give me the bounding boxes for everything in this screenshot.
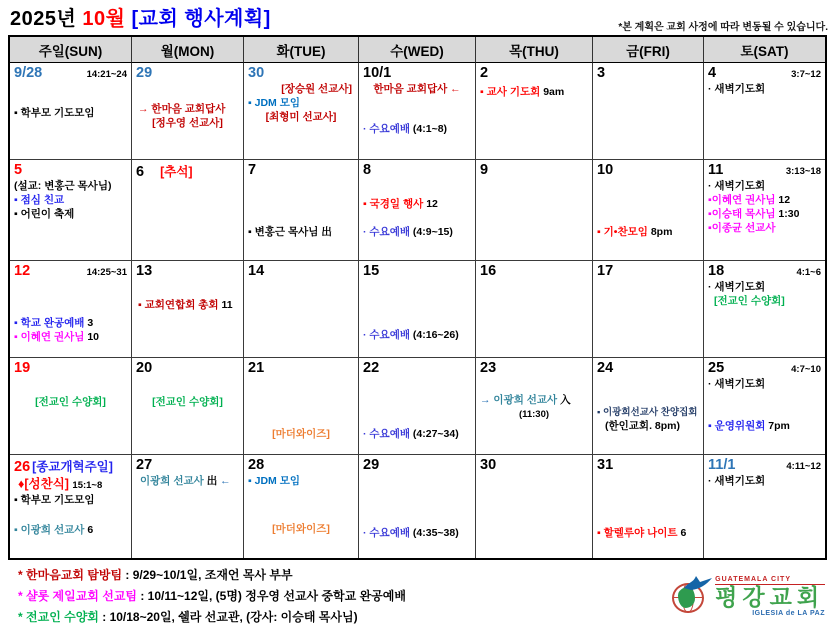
day-number: 21: [248, 360, 265, 376]
event-line: ▪ 국경일 행사 12: [363, 197, 438, 210]
day-number: 17: [597, 263, 614, 279]
event-line: 한마음 교회답사 ←: [373, 82, 461, 95]
calendar-cell: [593, 261, 704, 358]
church-logo: [670, 576, 825, 617]
page-title: [10, 2, 271, 31]
event-line: · 새벽기도회: [708, 82, 766, 95]
event-line: · 새벽기도회: [708, 377, 766, 390]
event-line: [전교인 수양회]: [714, 294, 785, 307]
calendar-cell: [10, 261, 132, 358]
calendar-cell: [359, 63, 476, 160]
title-label: [교회 행사계획]: [131, 8, 271, 30]
event-line: · 새벽기도회: [708, 280, 766, 293]
calendar-cell: [132, 63, 244, 160]
day-number: 6: [136, 164, 145, 180]
day-number: 8: [363, 162, 372, 178]
event-line: ▪ 교회연합회 총회 11: [138, 298, 233, 311]
day-number: 22: [363, 360, 380, 376]
event-line: [정우영 선교사]: [152, 116, 223, 129]
calendar-cell: [132, 160, 244, 261]
day-number: 15: [363, 263, 380, 279]
day-number: 3: [597, 65, 606, 81]
day-label: [종교개혁주일]: [32, 460, 113, 474]
event-line: · 수요예배 (4:1~8): [363, 122, 448, 135]
day-number: 13: [136, 263, 153, 279]
footnote: * 한마음교회 탐방팀 : 9/29~10/1일, 조재언 목사 부부: [18, 568, 293, 582]
calendar-cell: [476, 455, 593, 558]
calendar-cell: [10, 63, 132, 160]
event-line: · 수요예배 (4:27~34): [363, 427, 459, 440]
event-line: ▪ 어린이 축제: [14, 208, 75, 221]
calendar-cell: [132, 261, 244, 358]
day-number: 27: [136, 457, 153, 473]
calendar-cell: [593, 63, 704, 160]
calendar-cell: [593, 160, 704, 261]
event-line: → 한마음 교회답사: [138, 102, 226, 115]
event-line: (한인교회. 8pm): [605, 420, 680, 433]
scripture-ref: 4:11~12: [786, 461, 821, 472]
event-line: ▪이종균 선교사: [708, 222, 776, 235]
calendar-cell: [704, 455, 825, 558]
day-number: 11/1: [708, 457, 736, 473]
day-number: 9/28: [14, 65, 43, 81]
day-number: 30: [480, 457, 497, 473]
day-header: 월(MON): [132, 37, 244, 63]
calendar-grid: [8, 35, 827, 560]
event-line: ▪ 점심 친교: [14, 193, 65, 206]
event-line: ▪이혜연 권사님 12: [708, 193, 791, 206]
event-line: · 수요예배 (4:9~15): [363, 225, 453, 238]
day-number: 5: [14, 162, 23, 178]
event-line: ▪ 이광희선교사 찬양집회: [597, 406, 698, 418]
event-line: [장승원 선교사]: [281, 82, 352, 95]
day-header: 목(THU): [476, 37, 593, 63]
title-year: 2025년: [10, 8, 77, 30]
calendar-cell: [244, 455, 359, 558]
calendar-cell: [704, 261, 825, 358]
calendar-cell: [359, 455, 476, 558]
event-line: · 수요예배 (4:35~38): [363, 526, 459, 539]
calendar-cell: [244, 261, 359, 358]
change-notice: *본 계획은 교회 사정에 따라 변동될 수 있습니다.: [618, 22, 828, 33]
calendar-cell: [244, 160, 359, 261]
scripture-ref: 3:7~12: [791, 69, 821, 80]
event-line: [마더와이즈]: [272, 522, 330, 535]
calendar-cell: [359, 358, 476, 455]
event-line: [마더와이즈]: [272, 427, 330, 440]
day-number: 9: [480, 162, 489, 178]
day-number: 18: [708, 263, 725, 279]
event-line: ▪이승태 목사님 1:30: [708, 208, 800, 221]
event-line: ▪ 기•찬모임 8pm: [597, 225, 673, 238]
calendar-cell: [132, 455, 244, 558]
day-header: 금(FRI): [593, 37, 704, 63]
logo-subtitle: IGLESIA de LA PAZ: [752, 610, 825, 618]
event-line: ▪ 학교 완공예배 3: [14, 316, 94, 329]
calendar-cell: [593, 358, 704, 455]
scripture-ref: 14:25~31: [86, 267, 127, 278]
day-number: 4: [708, 65, 717, 81]
day-header: 화(TUE): [244, 37, 359, 63]
event-line: [전교인 수양회]: [35, 395, 106, 408]
logo-name: 평강교회: [715, 584, 825, 610]
day-number: 10: [597, 162, 614, 178]
day-number: 29: [136, 65, 153, 81]
event-line: ▪ 학부모 기도모임: [14, 493, 95, 506]
calendar-cell: [476, 358, 593, 455]
calendar-cell: [132, 358, 244, 455]
event-line: · 새벽기도회: [708, 179, 766, 192]
footnote: * 샬롯 제일교회 선교팀 : 10/11~12일, (5명) 정우영 선교사 중학교 완공예배: [18, 589, 406, 603]
day-number: 28: [248, 457, 265, 473]
event-line: 이광희 선교사 出 ←: [140, 474, 231, 487]
calendar-cell: [359, 261, 476, 358]
event-line: [최형미 선교사]: [265, 111, 337, 124]
day-number: 30: [248, 65, 265, 81]
scripture-ref: 3:13~18: [785, 166, 821, 177]
day-number: 26: [14, 459, 31, 475]
logo-city: GUATEMALA CITY: [715, 576, 825, 585]
day-number: 31: [597, 457, 614, 473]
day-number: 20: [136, 360, 153, 376]
calendar-cell: [476, 160, 593, 261]
event-line: ▪ 변홍근 목사님 出: [248, 225, 332, 238]
day-number: 19: [14, 360, 31, 376]
footnotes: [18, 565, 406, 628]
calendar-cell: [10, 455, 132, 558]
event-line: ▪ 할렐루야 나이트 6: [597, 526, 687, 539]
day-label: [추석]: [160, 165, 193, 179]
event-line: ▪ JDM 모임: [248, 474, 301, 487]
day-number: 14: [248, 263, 265, 279]
day-number: 16: [480, 263, 497, 279]
day-header: 토(SAT): [704, 37, 825, 63]
event-line: (설교: 변홍근 목사님): [14, 179, 112, 192]
event-line: ▪ 운영위원회 7pm: [708, 419, 790, 432]
event-line: ♦[성찬식] 15:1~8: [18, 476, 103, 491]
event-line: ▪ 이혜연 권사님 10: [14, 330, 100, 343]
day-number: 10/1: [363, 65, 392, 81]
day-header: 주일(SUN): [10, 37, 132, 63]
calendar-cell: [704, 63, 825, 160]
calendar-cell: [244, 63, 359, 160]
calendar-cell: [704, 358, 825, 455]
day-number: 12: [14, 263, 31, 279]
calendar-cell: [10, 160, 132, 261]
day-header: 수(WED): [359, 37, 476, 63]
event-line: → 이광희 선교사 入: [480, 393, 571, 406]
calendar-cell: [476, 63, 593, 160]
calendar-cell: [359, 160, 476, 261]
calendar-cell: [10, 358, 132, 455]
day-number: 29: [363, 457, 380, 473]
event-line: ▪ JDM 모임: [248, 96, 301, 109]
event-line: ▪ 이광희 선교사 6: [14, 523, 94, 536]
calendar-cell: [593, 455, 704, 558]
day-number: 23: [480, 360, 497, 376]
event-line: ▪ 학부모 기도모임: [14, 106, 95, 119]
event-line: · 새벽기도회: [708, 474, 766, 487]
day-number: 7: [248, 162, 257, 178]
event-line: · 수요예배 (4:16~26): [363, 328, 459, 341]
scripture-ref: 4:7~10: [791, 364, 821, 375]
bird-icon: [683, 574, 713, 592]
day-number: 2: [480, 65, 489, 81]
day-number: 25: [708, 360, 725, 376]
footnote: * 전교인 수양회 : 10/18~20일, 쉘라 선교관, (강사: 이승태 목사님): [18, 610, 358, 624]
day-number: 11: [708, 162, 724, 178]
calendar-cell: [704, 160, 825, 261]
scripture-ref: 4:1~6: [796, 267, 821, 278]
globe-icon: [670, 577, 710, 617]
calendar-cell: [244, 358, 359, 455]
event-line: ▪ 교사 기도회 9am: [480, 85, 565, 98]
scripture-ref: 14:21~24: [86, 69, 127, 80]
calendar-cell: [476, 261, 593, 358]
event-line: [전교인 수양회]: [152, 395, 223, 408]
event-line: (11:30): [518, 408, 550, 420]
title-month: 10월: [82, 8, 126, 30]
day-number: 24: [597, 360, 614, 376]
